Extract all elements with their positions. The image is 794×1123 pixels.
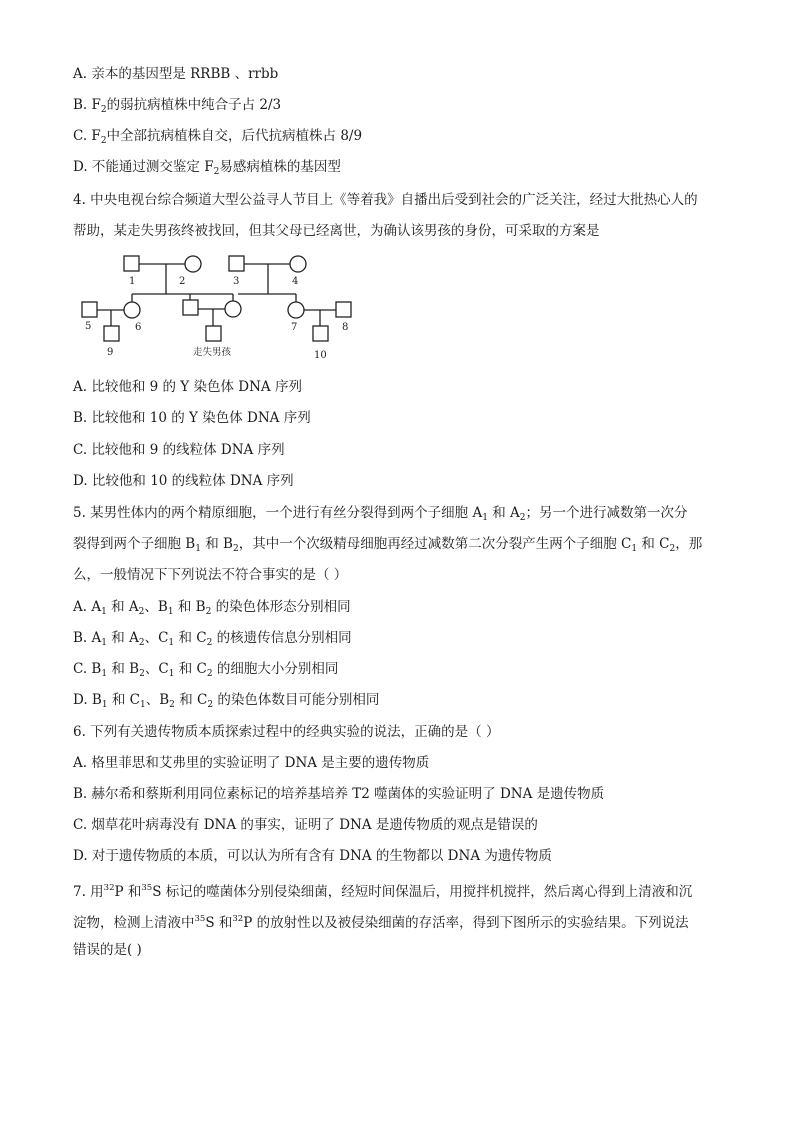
label-8: 8: [342, 322, 349, 333]
individual-mother-female: [225, 301, 241, 317]
label-9: 9: [107, 347, 114, 358]
label-1: 1: [129, 276, 136, 287]
q5-option-b: [73, 628, 352, 653]
label-10: 10: [314, 350, 327, 361]
subscript: 2: [138, 607, 145, 617]
label-2: 2: [179, 276, 186, 287]
text: 和 B: [173, 599, 206, 615]
text: 、C: [144, 661, 169, 677]
individual-lost-boy-male: [206, 326, 221, 341]
text: 和 A: [107, 630, 139, 646]
q4-option-b: B. 比较他和 10 的 Y 染色体 DNA 序列: [73, 410, 311, 426]
text: 的细胞大小分别相同: [212, 661, 339, 677]
text: B. F: [73, 97, 101, 113]
q7-stem-line-2: [73, 909, 689, 933]
q6-option-d: D. 对于遗传物质的本质，可以认为所有含有 DNA 的生物都以 DNA 为遗传物质: [73, 848, 552, 864]
subscript: 2: [100, 105, 107, 115]
subscript: 2: [138, 638, 145, 648]
text: P 和: [114, 884, 142, 900]
text: S 标记的噬菌体分别侵染细菌，经短时间保温后，用搅拌机搅拌，然后离心得到上清液和沉: [152, 884, 693, 900]
text: ，其中一个次级精母细胞再经过减数第二次分裂产生两个子细胞 C: [238, 536, 632, 552]
subscript: 2: [213, 167, 220, 177]
individual-9-male: [104, 326, 119, 341]
text: C. F: [73, 128, 101, 144]
subscript: 1: [168, 638, 175, 648]
text: ，那: [675, 536, 703, 552]
subscript: 2: [206, 638, 213, 648]
subscript: 2: [205, 607, 212, 617]
text: 和 B: [107, 661, 140, 677]
subscript: 1: [167, 607, 174, 617]
subscript: 1: [168, 669, 175, 679]
label-6: 6: [135, 322, 142, 333]
subscript: 2: [169, 700, 175, 710]
text: ；另一个进行减数第一次分: [525, 505, 688, 521]
q5-option-d: [73, 690, 379, 715]
text: D. B: [73, 692, 102, 708]
text: 和 C: [107, 692, 141, 708]
q5-stem-line-2: [73, 534, 702, 559]
subscript: 2: [139, 669, 145, 679]
subscript: 2: [669, 544, 676, 554]
text: 、C: [144, 630, 169, 646]
label-5: 5: [85, 321, 92, 332]
q5-stem-line-1: [73, 503, 688, 528]
q6-option-a: A. 格里菲思和艾弗里的实验证明了 DNA 是主要的遗传物质: [73, 755, 430, 771]
individual-4-female: [290, 256, 306, 272]
individual-5-male: [82, 302, 97, 317]
label-7: 7: [291, 322, 298, 333]
q7-stem-line-1: [73, 878, 692, 902]
text: 易感病植株的基因型: [219, 159, 341, 175]
q4-stem-line-1: 4. 中央电视台综合频道大型公益寻人节目上《等着我》自播出后受到社会的广泛关注，经过大批热心人的: [73, 192, 698, 208]
q6-stem: 6. 下列有关遗传物质本质探索过程中的经典实验的说法，正确的是（ ）: [73, 724, 500, 740]
individual-6-female: [124, 302, 140, 318]
q5-stem-line-3: 么，一般情况下下列说法不符合事实的是（ ）: [73, 567, 348, 583]
text: 和 C: [174, 692, 208, 708]
individual-10-male: [313, 326, 328, 341]
subscript: 1: [482, 513, 488, 523]
subscript: 1: [101, 700, 108, 710]
label-3: 3: [233, 276, 240, 287]
individual-3-male: [229, 256, 244, 271]
subscript: 1: [101, 638, 107, 648]
text: P 的放射性以及被侵染细菌的存活率，得到下图所示的实验结果。下列说法: [243, 915, 689, 931]
superscript: 32: [232, 914, 244, 924]
text: 中全部抗病植株自交，后代抗病植株占 8/9: [106, 128, 363, 144]
label-4: 4: [292, 276, 299, 287]
q6-option-c: C. 烟草花叶病毒没有 DNA 的事实，证明了 DNA 是遗传物质的观点是错误的: [73, 817, 538, 833]
q3-option-b: [73, 95, 281, 120]
subscript: 1: [195, 544, 201, 554]
pedigree-chart: [78, 252, 368, 364]
subscript: 1: [101, 607, 107, 617]
q3-option-d: [73, 157, 341, 182]
text: 的弱抗病植株中纯合子占 2/3: [106, 97, 282, 113]
subscript: 2: [207, 700, 214, 710]
text: 、B: [145, 692, 170, 708]
text: 5. 某男性体内的两个精原细胞，一个进行有丝分裂得到两个子细胞 A: [73, 505, 483, 521]
text: 和 A: [487, 505, 520, 521]
q6-option-b: B. 赫尔希和蔡斯利用同位素标记的培养基培养 T2 噬菌体的实验证明了 DNA 是遗传物质: [73, 786, 605, 802]
text: 和 B: [200, 536, 233, 552]
text: 的染色体形态分别相同: [211, 599, 351, 615]
text: S 和: [205, 915, 233, 931]
q3-option-c: [73, 126, 362, 151]
individual-8-male: [336, 302, 351, 317]
subscript: 2: [206, 669, 213, 679]
text: 、B: [144, 599, 168, 615]
text: 淀物，检测上清液中: [73, 915, 195, 931]
individual-2-female: [185, 256, 201, 272]
text: 和 C: [174, 630, 207, 646]
text: 7. 用: [73, 884, 104, 900]
subscript: 1: [101, 669, 108, 679]
label-lost-boy: 走失男孩: [193, 347, 232, 358]
subscript: 1: [140, 700, 146, 710]
subscript: 2: [519, 513, 526, 523]
q4-option-d: D. 比较他和 10 的线粒体 DNA 序列: [73, 473, 294, 489]
individual-father-male: [183, 300, 198, 315]
text: 和 C: [174, 661, 207, 677]
subscript: 2: [232, 544, 239, 554]
individual-1-male: [124, 256, 139, 271]
text: 的核遗传信息分别相同: [212, 630, 352, 646]
q5-option-c: [73, 659, 338, 684]
subscript: 1: [631, 544, 638, 554]
text: B. A: [73, 630, 102, 646]
q7-stem-line-3: 错误的是( ): [73, 942, 142, 958]
text: C. B: [73, 661, 102, 677]
subscript: 2: [100, 136, 107, 146]
text: 和 A: [106, 599, 139, 615]
superscript: 35: [194, 914, 206, 924]
text: 的染色体数目可能分别相同: [213, 692, 380, 708]
text: 和 C: [637, 536, 670, 552]
q5-option-a: [73, 597, 351, 622]
q3-option-a: A. 亲本的基因型是 RRBB 、rrbb: [73, 66, 279, 82]
text: A. A: [73, 599, 102, 615]
q4-option-a: A. 比较他和 9 的 Y 染色体 DNA 序列: [73, 379, 302, 395]
individual-7-female: [288, 302, 304, 318]
superscript: 32: [103, 883, 115, 893]
q4-stem-line-2: 帮助，某走失男孩终被找回，但其父母已经离世，为确认该男孩的身份，可采取的方案是: [73, 223, 600, 239]
q4-option-c: C. 比较他和 9 的线粒体 DNA 序列: [73, 442, 285, 458]
text: 裂得到两个子细胞 B: [73, 536, 196, 552]
text: D. 不能通过测交鉴定 F: [73, 159, 214, 175]
superscript: 35: [141, 883, 153, 893]
